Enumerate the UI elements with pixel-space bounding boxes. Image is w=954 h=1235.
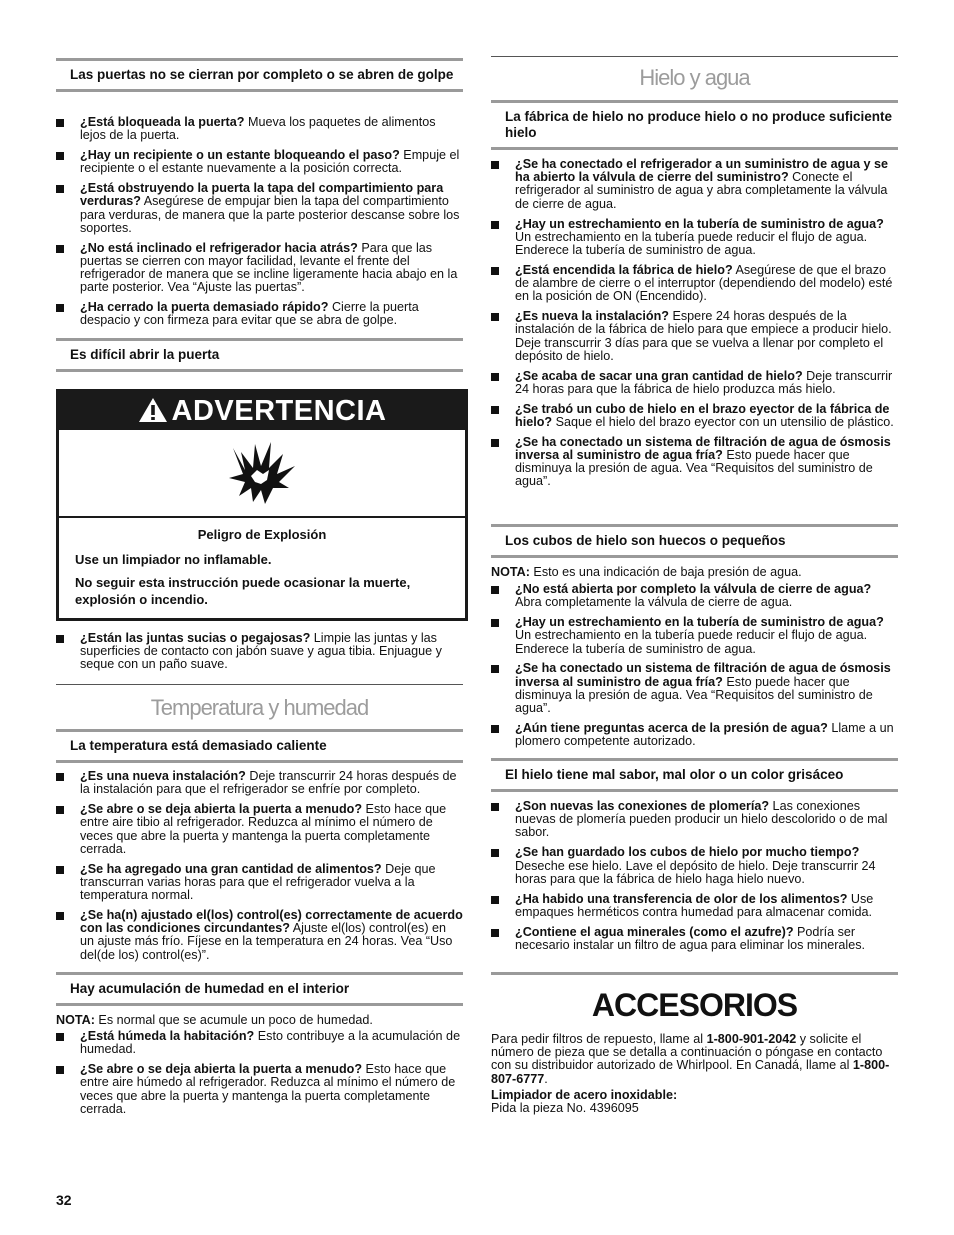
warning-box: [56, 389, 468, 621]
accessory-item: [491, 1089, 898, 1115]
answer-text: Deje transcurrir 24 horas después de la instalación para que el refrigerador se enfríe por completo.: [80, 769, 457, 797]
list-item: [491, 264, 898, 304]
list-temperature: [56, 770, 463, 968]
question-text: ¿Se ha conectado un sistema de filtración de agua de ósmosis inversa al suministro de agua fría?: [515, 434, 891, 462]
acc-text-a: Para pedir filtros de repuesto, llame al: [491, 1032, 707, 1046]
heading-hard-to-open: Es difícil abrir la puerta: [56, 338, 463, 372]
warning-text: [59, 518, 465, 618]
heading-temperature-warm: La temperatura está demasiado caliente: [56, 729, 463, 763]
list-gaskets: [56, 632, 463, 678]
list-item: [56, 770, 463, 796]
list-bad-taste: [491, 800, 898, 959]
list-item: [56, 803, 463, 856]
section-title-temperature: Temperatura y humedad: [56, 684, 463, 721]
answer-text: Deseche ese hielo. Lave el depósito de hielo. Deje transcurrir 24 horas para que la fábrica de hielo haga hielo nuevo.: [515, 858, 876, 886]
question-text: ¿Contiene el agua minerales (como el azufre)?: [515, 924, 794, 939]
warning-header: [59, 392, 465, 430]
list-item: [56, 909, 463, 962]
list-humidity: [56, 1030, 463, 1123]
page-number: 32: [56, 1192, 72, 1208]
acc-text-b: y solicite el número de pieza que se detalla a continuación o póngase en contacto con su distribuidor autorizado de Whirlpool. En Canadá, llame al: [491, 1032, 883, 1073]
question-text: ¿Se abre o se deja abierta la puerta a menudo?: [80, 802, 363, 817]
list-ice-maker: [491, 158, 898, 495]
question-text: ¿Está encendida la fábrica de hielo?: [515, 262, 733, 277]
question-text: ¿No está abierta por completo la válvula de cierre de agua?: [515, 582, 872, 596]
section-title-ice-water: Hielo y agua: [491, 56, 898, 91]
list-item: [491, 370, 898, 396]
answer-text: Esto hace que entre aire tibio al refrigerador. Reduzca al mínimo el número de veces que abre la puerta y mantenga la puerta completamente cerrada.: [80, 802, 447, 856]
answer-text: Conecte el refrigerador al suministro de agua y abra completamente la válvula de cierre de agua.: [515, 170, 888, 211]
question-text: ¿Se trabó un cubo de hielo en el brazo eyector de la fábrica de hielo?: [515, 401, 890, 429]
question-text: ¿Se ha(n) ajustado el(los) control(es) correctamente de acuerdo con las condiciones circundantes?: [80, 907, 463, 936]
heading-humidity: Hay acumulación de humedad en el interior: [56, 972, 463, 1006]
question-text: ¿Es una nueva instalación?: [80, 769, 246, 783]
answer-text: Ajuste el(los) control(es) en un ajuste más frío. Fíjese en la temperatura en 24 horas. Vea “Uso del(de los) control(es)”.: [80, 921, 453, 962]
acc-text-c: .: [544, 1071, 548, 1086]
question-text: ¿Se han guardado los cubos de hielo por mucho tiempo?: [515, 845, 860, 860]
note-label: NOTA:: [491, 565, 530, 579]
heading-ice-maker: La fábrica de hielo no produce hielo o no produce suficiente hielo: [491, 100, 898, 150]
answer-text: Espere 24 horas después de la instalación de la fábrica de hielo para que empiece a producir hielo. Deje transcurrir 3 días para que se vuelva a llenar por completo el depósito de hielo.: [515, 309, 892, 363]
question-text: ¿Ha habido una transferencia de olor de los alimentos?: [515, 891, 848, 906]
answer-text: Deje que transcurran varias horas para que el refrigerador vuelva a la temperatura normal.: [80, 861, 436, 902]
list-item: [491, 893, 898, 919]
list-item: [491, 218, 898, 258]
answer-text: Llame a un plomero competente autorizado.: [515, 720, 894, 749]
list-doors: [56, 116, 463, 334]
phone-number-canada: 1-800-807-6777: [491, 1058, 890, 1086]
answer-text: Esto puede hacer que disminuya la presión de agua. Vea “Requisitos del suministro de agua”.: [515, 447, 873, 489]
answer-text: Para que las puertas se cierren con mayor facilidad, levante el frente del refrigerador de manera que se incline ligeramente hacia abajo en la parte posterior. Vea “Ajuste las puertas”.: [80, 240, 458, 295]
answer-text: Abra completamente la válvula de cierre de agua.: [515, 595, 793, 610]
answer-text: Esto contribuye a la acumulación de humedad.: [80, 1029, 461, 1057]
answer-text: Esto hace que entre aire húmedo al refrigerador. Reduzca al mínimo el número de veces que abre la puerta y mantenga la puerta completamente cerrada.: [80, 1062, 456, 1116]
note-water-pressure: [491, 566, 898, 579]
warning-triangle-icon: [138, 397, 168, 423]
question-text: ¿Está bloqueada la puerta?: [80, 115, 245, 129]
question-text: ¿Es nueva la instalación?: [515, 309, 669, 324]
question-text: ¿Se acaba de sacar una gran cantidad de hielo?: [515, 368, 803, 383]
list-item: [56, 182, 463, 235]
list-item: [56, 116, 463, 142]
list-item: [491, 722, 898, 748]
question-text: ¿Se ha conectado un sistema de filtración de agua de ósmosis inversa al suministro de agua fría?: [515, 661, 891, 689]
answer-text: Un estrechamiento en la tubería puede reducir el flujo de agua. Enderece la tubería de suministro de agua.: [515, 628, 868, 656]
question-text: ¿Hay un recipiente o un estante bloqueando el paso?: [80, 148, 400, 163]
list-item: [56, 1063, 463, 1116]
question-text: ¿Hay un estrechamiento en la tubería de suministro de agua?: [515, 216, 884, 231]
heading-doors-not-closing: Las puertas no se cierran por completo o se abren de golpe: [56, 58, 463, 92]
list-item: [56, 863, 463, 903]
question-text: ¿Se ha conectado el refrigerador a un suministro de agua y se ha abierto la válvula de cierre del suministro?: [515, 157, 889, 185]
list-item: [56, 1030, 463, 1056]
question-text: ¿No está inclinado el refrigerador hacia atrás?: [80, 240, 358, 255]
answer-text: Saque el hielo del brazo eyector con un utensilio de plástico.: [552, 414, 894, 429]
answer-text: Mueva los paquetes de alimentos lejos de la puerta.: [80, 115, 436, 143]
question-text: ¿Hay un estrechamiento en la tubería de suministro de agua?: [515, 615, 884, 630]
list-item: [56, 149, 463, 175]
question-text: ¿Se ha agregado una gran cantidad de alimentos?: [80, 861, 382, 876]
question-text: ¿Aún tiene preguntas acerca de la presión de agua?: [515, 720, 828, 735]
accessory-part-number: Pida la pieza No. 4396095: [491, 1101, 639, 1116]
explosion-icon: [227, 440, 297, 506]
list-item: [491, 662, 898, 715]
accessory-item-name: Limpiador de acero inoxidable:: [491, 1088, 678, 1102]
question-text: ¿Se abre o se deja abierta la puerta a menudo?: [80, 1062, 363, 1077]
answer-text: Un estrechamiento en la tubería puede reducir el flujo de agua. Enderece la tubería de suministro de agua.: [515, 229, 868, 257]
list-item: [56, 242, 463, 295]
accessories-paragraph: [491, 1033, 898, 1086]
answer-text: Asegúrese de empujar bien la tapa del compartimiento para verduras, de manera que la parte posterior descanse sobre los soportes.: [80, 194, 460, 235]
answer-text: Cierre la puerta despacio y con firmeza para evitar que se abra de golpe.: [80, 300, 419, 328]
note-humidity: [56, 1014, 463, 1027]
warning-line-1: Use un limpiador no inflamable.: [75, 552, 272, 567]
warning-header-text: ADVERTENCIA: [171, 395, 387, 427]
list-item: [491, 403, 898, 429]
note-text: Es normal que se acumule un poco de humedad.: [94, 1013, 373, 1027]
accessories-title: ACCESORIOS: [491, 972, 898, 1024]
heading-bad-taste: El hielo tiene mal sabor, mal olor o un color grisáceo: [491, 758, 898, 792]
phone-number-us: 1-800-901-2042: [706, 1032, 797, 1046]
list-item: [491, 926, 898, 952]
question-text: ¿Está húmeda la habitación?: [80, 1029, 255, 1043]
answer-text: Empuje el recipiente o el estante nuevamente a la posición correcta.: [80, 148, 460, 176]
answer-text: Limpie las juntas y las superficies de contacto con jabón suave y agua tibia. Enjuague y seque con un paño suave.: [80, 631, 442, 672]
list-item: [56, 301, 463, 327]
list-item: [491, 616, 898, 656]
question-text: ¿Son nuevas las conexiones de plomería?: [515, 799, 770, 813]
note-label: NOTA:: [56, 1013, 95, 1027]
list-item: [491, 158, 898, 211]
list-item: [491, 436, 898, 489]
list-item: [491, 800, 898, 840]
list-item: [491, 583, 898, 609]
answer-text: Podría ser necesario instalar un filtro de agua para eliminar los minerales.: [515, 924, 866, 952]
heading-hollow-cubes: Los cubos de hielo son huecos o pequeños: [491, 524, 898, 558]
question-text: ¿Ha cerrado la puerta demasiado rápido?: [80, 300, 329, 315]
explosion-icon-box: [59, 430, 465, 518]
list-item: [491, 846, 898, 886]
answer-text: Use empaques herméticos contra humedad para almacenar comida.: [515, 891, 874, 919]
list-item: [491, 310, 898, 363]
list-hollow-cubes: [491, 583, 898, 755]
hazard-label: Peligro de Explosión: [197, 527, 327, 542]
note-text: Esto es una indicación de baja presión de agua.: [529, 565, 802, 579]
warning-line-2: No seguir esta instrucción puede ocasionar la muerte, explosión o incendio.: [75, 575, 411, 607]
answer-text: Esto puede hacer que disminuya la presión de agua. Vea “Requisitos del suministro de agua”.: [515, 674, 873, 715]
question-text: ¿Está obstruyendo la puerta la tapa del compartimiento para verduras?: [80, 181, 444, 209]
answer-text: Deje transcurrir 24 horas para que la fábrica de hielo produzca más hielo.: [515, 368, 893, 396]
list-item: [56, 632, 463, 672]
question-text: ¿Están las juntas sucias o pegajosas?: [80, 631, 311, 645]
answer-text: Las conexiones nuevas de plomería pueden producir un hielo descolorido o de mal sabor.: [515, 799, 888, 840]
answer-text: Asegúrese de que el brazo de alambre de cierre o el interruptor (dependiendo del modelo) esté en la posición de ON (Encendido).: [515, 262, 893, 304]
